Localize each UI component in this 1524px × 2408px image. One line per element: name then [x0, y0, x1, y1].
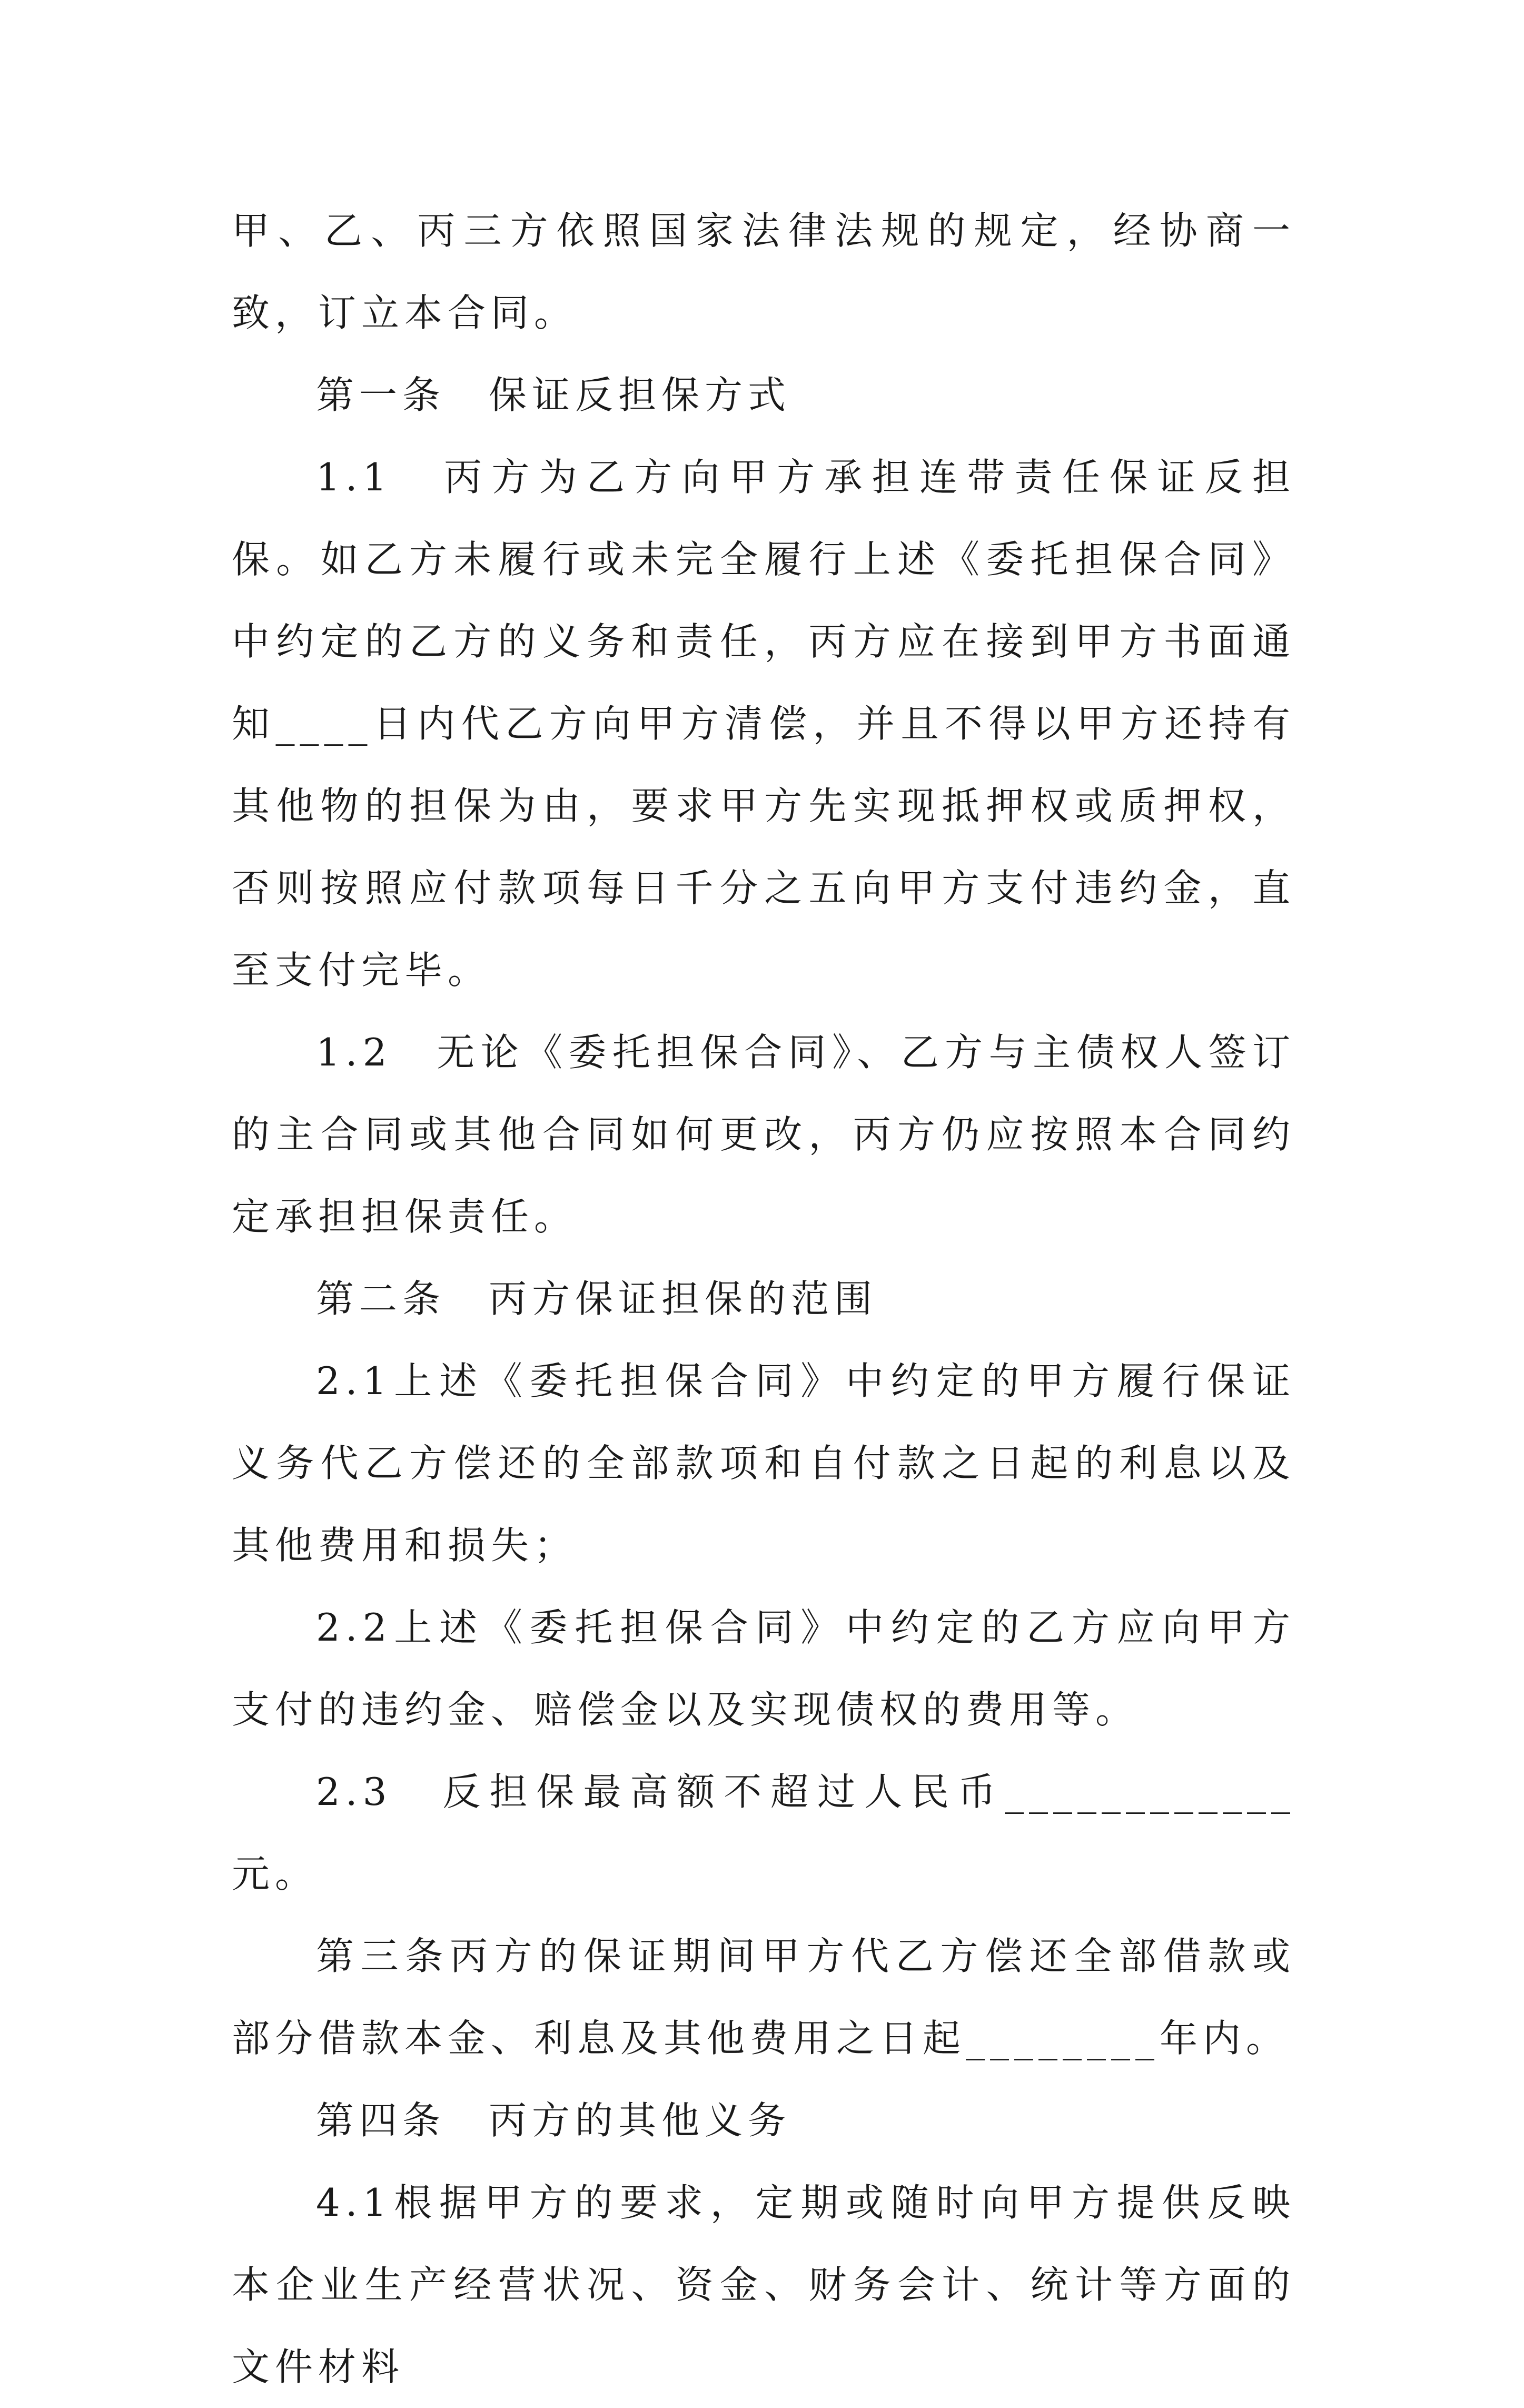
clause-1-1-paragraph: 1.1 丙方为乙方向甲方承担连带责任保证反担保。如乙方未履行或未完全履行上述《委托担保合同》中约定的乙方的义务和责任，丙方应在接到甲方书面通知____日内代乙方向甲方清偿，并且不得以甲方还持有其他物的担保为由，要求甲方先实现抵押权或质押权，否则按照应付款项每日千分之五向甲方支付违约金，直至支付完毕。 — [232, 455, 1295, 992]
article-3-paragraph: 第三条丙方的保证期间甲方代乙方偿还全部借款或部分借款本金、利息及其他费用之日起________年内。 — [232, 1934, 1295, 2060]
clause-1-2-paragraph: 1.2 无论《委托担保合同》、乙方与主债权人签订的主合同或其他合同如何更改，丙方仍应按照本合同约定承担担保责任。 — [232, 1030, 1295, 1239]
clause-2-3-paragraph: 2.3 反担保最高额不超过人民币____________元。 — [232, 1770, 1295, 1896]
clause-4-1-paragraph: 4.1根据甲方的要求，定期或随时向甲方提供反映本企业生产经营状况、资金、财务会计、统计等方面的文件材料 — [232, 2180, 1295, 2389]
clause-2-2-paragraph: 2.2上述《委托担保合同》中约定的乙方应向甲方支付的违约金、赔偿金以及实现债权的费用等。 — [232, 1605, 1295, 1732]
document-body — [232, 190, 1295, 2408]
clause-2-1-paragraph: 2.1上述《委托担保合同》中约定的甲方履行保证义务代乙方偿还的全部款项和自付款之日起的利息以及其他费用和损失； — [232, 1359, 1295, 1567]
intro-paragraph: 甲、乙、丙三方依照国家法律法规的规定，经协商一致，订立本合同。 — [232, 209, 1295, 335]
article-1-heading: 第一条 保证反担保方式 — [316, 373, 791, 417]
article-2-heading: 第二条 丙方保证担保的范围 — [316, 1277, 878, 1321]
article-4-heading: 第四条 丙方的其他义务 — [316, 2098, 791, 2143]
